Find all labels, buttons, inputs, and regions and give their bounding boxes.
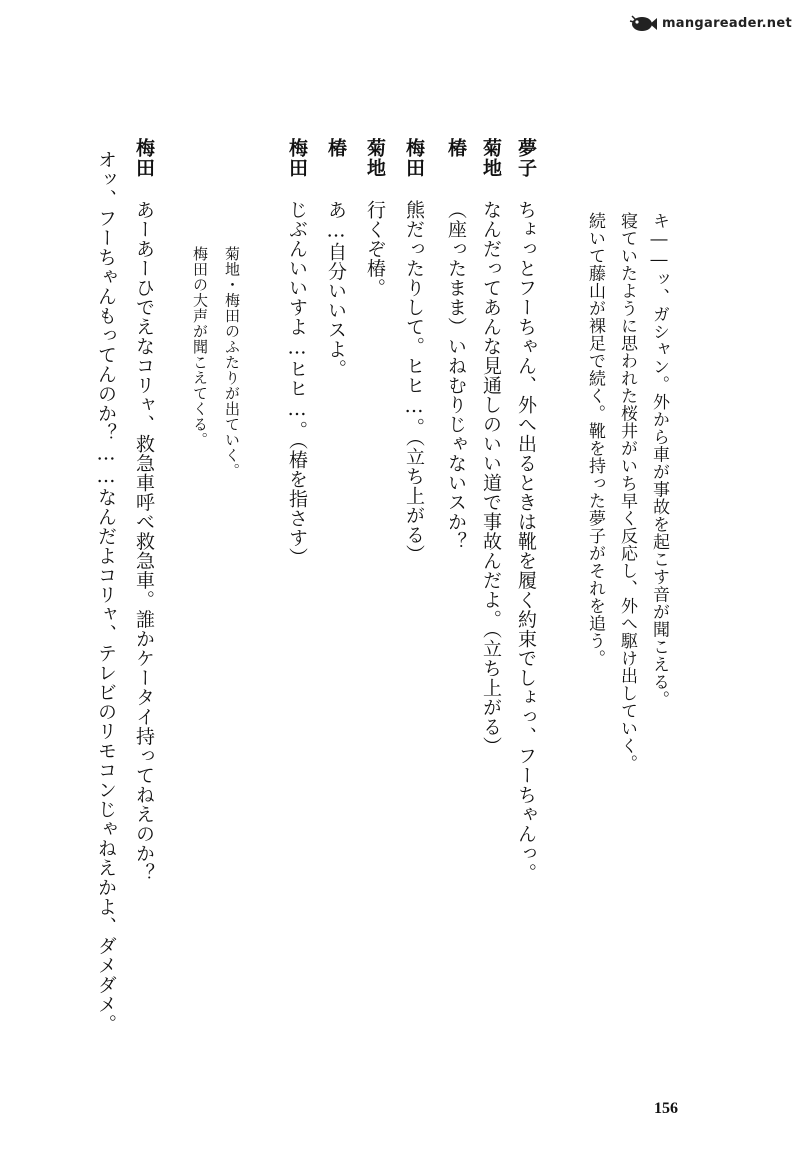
stage-direction-3: 続いて藤山が裸足で続く。靴を持った夢子がそれを追う。: [585, 212, 605, 667]
line-kikuchi-2: 行くぞ椿。: [364, 200, 386, 298]
watermark: [628, 12, 792, 34]
line-umeda-2: じぶんいいすよ…ヒヒ…。（椿を指さす）: [286, 200, 308, 567]
line-umeda-3b: オッ、フーちゃんもってんのか？……なんだよコリャ、テレビのリモコンじゃねえかよ、ダメダメ。: [95, 150, 117, 1034]
fish-logo-icon: [628, 12, 658, 34]
watermark-text: mangareader.net: [661, 15, 792, 31]
stage-direction-1: キ――ッ、ガシャン。外から車が事故を起こす音が聞こえる。: [649, 212, 669, 708]
line-kikuchi-1: なんだってあんな見通しのいい道で事故んだよ。（立ち上がる）: [480, 200, 502, 756]
speaker-kikuchi-2: 菊地: [364, 138, 386, 178]
line-tsubaki-2: あ…自分いいスよ。: [325, 200, 347, 379]
stage-direction-2: 寝ていたように思われた桜井がいち早く反応し、外へ駆け出していく。: [617, 212, 637, 772]
page-number: 156: [654, 1100, 678, 1117]
speaker-tsubaki-1: 椿: [445, 138, 467, 158]
line-umeda-3a: あーあーひでえなコリャ、救急車呼べ救急車。誰かケータイ持ってねえのか？: [133, 200, 155, 883]
speaker-tsubaki-2: 椿: [325, 138, 347, 158]
exit-direction-2: 梅田の大声が聞こえてくる。: [191, 246, 209, 448]
speaker-yumeko: 夢子: [515, 138, 537, 178]
line-tsubaki-1: （座ったまま）いねむりじゃないスか？: [445, 200, 467, 551]
line-yumeko: ちょっとフーちゃん、外へ出るときは靴を履く約束でしょっ、フーちゃんっ。: [515, 200, 537, 883]
speaker-umeda-3: 梅田: [133, 138, 155, 178]
line-umeda-1: 熊だったりして。ヒヒ…。（立ち上がる）: [403, 200, 425, 564]
exit-direction-1: 菊地・梅田のふたりが出ていく。: [223, 246, 241, 479]
speaker-umeda-2: 梅田: [286, 138, 308, 178]
speaker-umeda-1: 梅田: [403, 138, 425, 178]
speaker-kikuchi-1: 菊地: [480, 138, 502, 178]
